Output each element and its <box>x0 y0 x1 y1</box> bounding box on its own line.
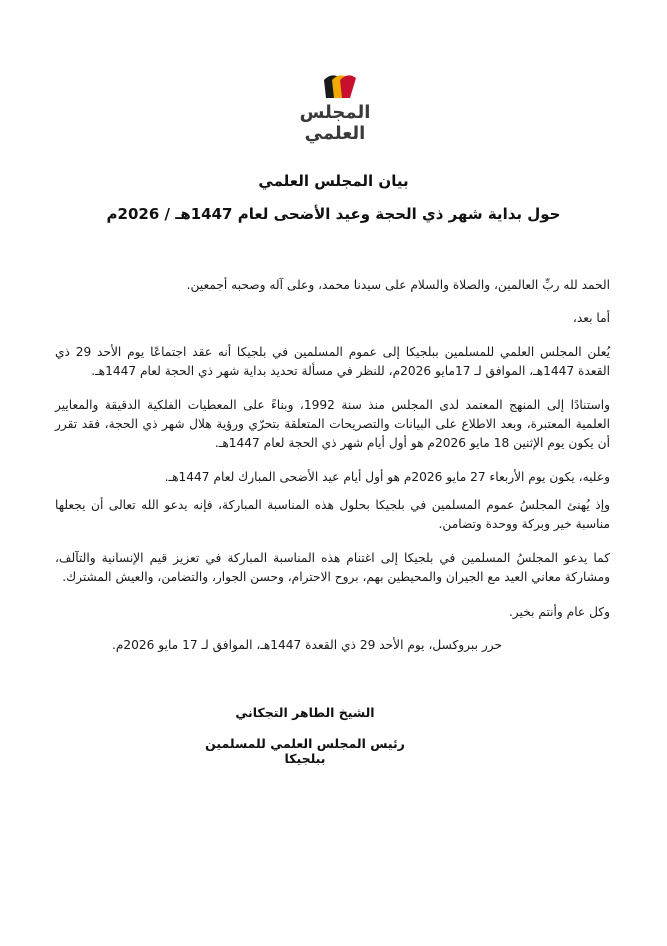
eid-paragraph: وعليه، يكون يوم الأربعاء 27 مايو 2026م هو أول أيام عيد الأضحى المبارك لعام 1447هـ. <box>164 470 610 484</box>
statement-subtitle: حول بداية شهر ذي الحجة وعيد الأضحى لعام 1447هـ / 2026م <box>106 205 561 223</box>
closing-line: وكل عام وأنتم بخير. <box>508 605 610 619</box>
announcement-paragraph: يُعلن المجلس العلمي للمسلمين ببلجيكا إلى عموم المسلمين في بلجيكا أنه عقد اجتماعًا يوم الأحد 29 ذي القعدة 1447هـ، الموافق لـ 17مايو 2026م، للنظر في مسألة تحديد بداية شهر ذي الحجة لعام 1447هـ. <box>55 345 610 378</box>
statement-title: بيان المجلس العلمي <box>258 172 409 190</box>
council-logo <box>272 74 398 144</box>
method-paragraph: واستنادًا إلى المنهج المعتمد لدى المجلس منذ سنة 1992، وبناءً على المعطيات الفلكية الدقيقة والمعايير العلمية المعتبرة، وبعد الاطلاع على البيانات والتصريحات المتعلقة بتحرّي ورؤية هلال شهر ذي الحجة، فقد تقرر أن يكون يوم الإثنين 18 مايو 2026م هو أول أيام شهر ذي الحجة لعام 1447هـ. <box>55 398 610 450</box>
invitation-paragraph: كما يدعو المجلسُ المسلمين في بلجيكا إلى اغتنام هذه المناسبة المباركة في تعزيز قيم الإنسانية والتآلف، ومشاركة معاني العيد مع الجيران والمحيطين بهم، بروح الاحترام، وحسن الجوار، والتضامن، والعيش المشترك. <box>55 551 610 584</box>
signatory-title: رئيس المجلس العلمي للمسلمين ببلجيكا <box>205 736 405 766</box>
logo-stripes-icon <box>318 74 358 100</box>
opening-paragraph: الحمد لله ربِّ العالمين، والصلاة والسلام على سيدنا محمد، وعلى آله وصحبه أجمعين. <box>186 278 610 292</box>
dated-line: حرر ببروكسل، يوم الأحد 29 ذي القعدة 1447هـ، الموافق لـ 17 مايو 2026م. <box>111 638 502 652</box>
amma-baad-line: أما بعد، <box>572 311 610 325</box>
signatory-name: الشيخ الطاهر التجكاني <box>235 705 375 720</box>
congrats-paragraph: وإذ يُهنئ المجلسُ عموم المسلمين في بلجيكا بحلول هذه المناسبة المباركة، فإنه يدعو الله تعالى أن يجعلها مناسبة خير وبركة ووحدة وتضامن. <box>55 498 610 531</box>
logo-text: المجلس العلمي <box>299 102 371 144</box>
